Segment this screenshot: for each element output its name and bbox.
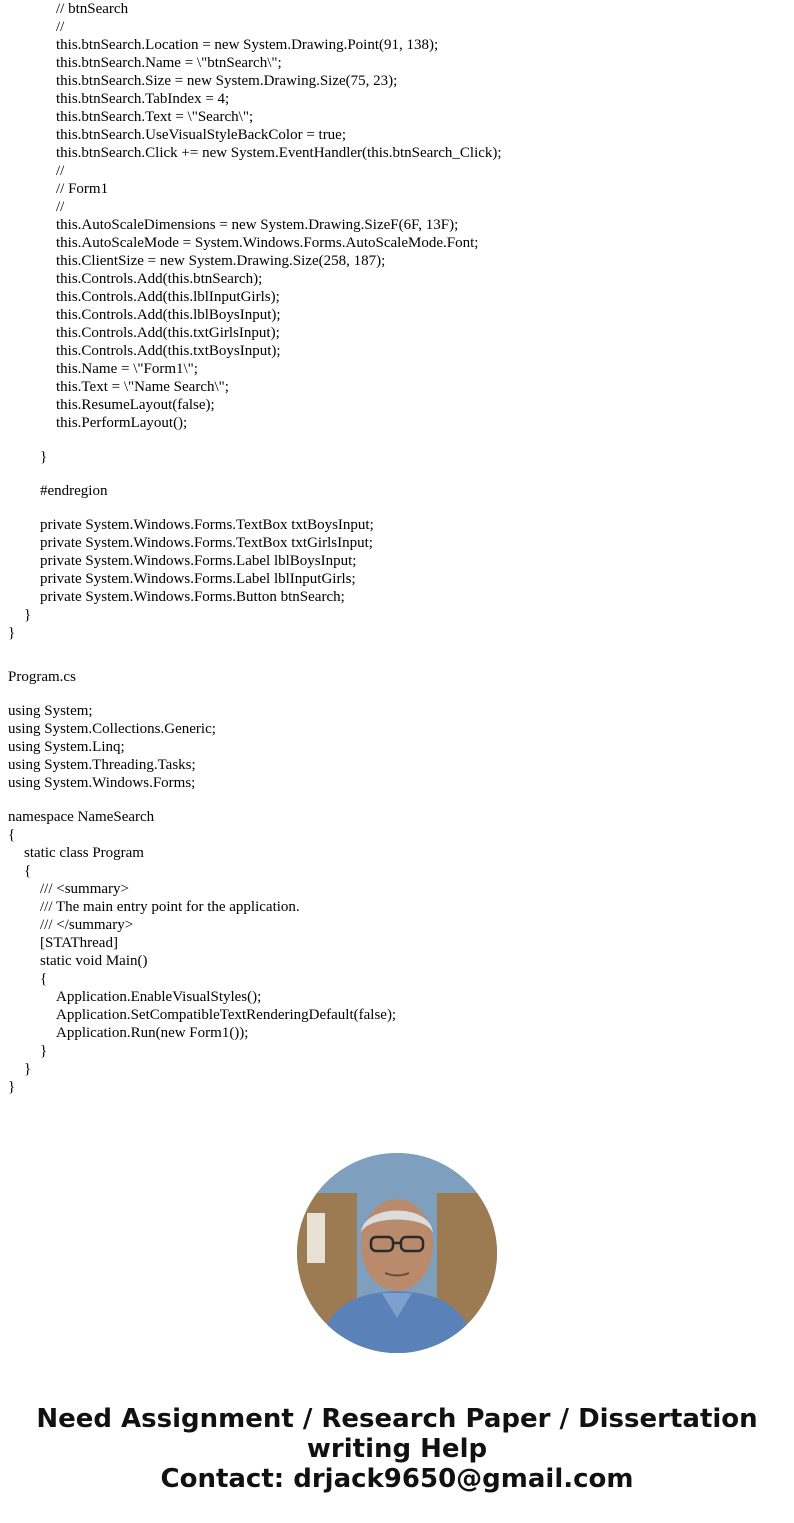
code-line: this.Controls.Add(this.txtBoysInput); [56,343,281,359]
promo-line-2: writing Help [306,1434,488,1464]
code-line: { [24,863,32,879]
code-line: this.Name = \"Form1\"; [56,361,198,377]
code-line: using System.Threading.Tasks; [8,757,196,773]
code-line: // [56,163,65,179]
code-line: this.btnSearch.Text = \"Search\"; [56,109,254,125]
code-line: Application.Run(new Form1()); [56,1025,249,1041]
person-photo-icon [297,1153,497,1353]
author-avatar [297,1153,497,1353]
code-line: this.AutoScaleDimensions = new System.Drawing.SizeF(6F, 13F); [56,217,459,233]
code-line: private System.Windows.Forms.Button btnSearch; [40,589,345,605]
code-line: // [56,199,65,215]
blank-line [0,466,794,482]
code-block-program [0,702,794,1096]
code-line: this.Controls.Add(this.lblInputGirls); [56,289,280,305]
code-line: this.btnSearch.TabIndex = 4; [56,91,230,107]
code-line: // Form1 [56,181,109,197]
code-line: this.btnSearch.Location = new System.Drawing.Point(91, 138); [56,37,439,53]
code-line: /// <summary> [40,881,129,897]
code-line: this.ResumeLayout(false); [56,397,215,413]
code-line: { [8,827,16,843]
code-line: static void Main() [40,953,148,969]
code-line: Application.SetCompatibleTextRenderingDefault(false); [56,1007,397,1023]
code-line: this.btnSearch.Name = \"btnSearch\"; [56,55,282,71]
code-line: // [56,19,65,35]
code-line: this.AutoScaleMode = System.Windows.Forms.AutoScaleMode.Font; [56,235,479,251]
code-line: this.btnSearch.Click += new System.EventHandler(this.btnSearch_Click); [56,145,502,161]
promo-banner [0,1404,794,1494]
code-line: { [40,971,48,987]
code-line: this.btnSearch.UseVisualStyleBackColor = true; [56,127,347,143]
code-line: #endregion [40,483,108,499]
code-line: this.PerformLayout(); [56,415,188,431]
code-line: } [24,1061,32,1077]
blank-line [0,432,794,448]
code-line: using System; [8,703,93,719]
code-line: private System.Windows.Forms.Label lblBoysInput; [40,553,357,569]
code-line: using System.Linq; [8,739,125,755]
code-line: this.Text = \"Name Search\"; [56,379,229,395]
code-line: Application.EnableVisualStyles(); [56,989,262,1005]
code-line: } [8,1079,16,1095]
code-line: using System.Collections.Generic; [8,721,216,737]
code-block-designer [0,0,794,642]
code-line: /// </summary> [40,917,134,933]
blank-line [0,792,794,808]
code-line: this.Controls.Add(this.btnSearch); [56,271,263,287]
code-line: namespace NameSearch [8,809,155,825]
code-line: using System.Windows.Forms; [8,775,196,791]
code-line: this.Controls.Add(this.lblBoysInput); [56,307,281,323]
code-line: private System.Windows.Forms.TextBox txtBoysInput; [40,517,374,533]
blank-line [0,500,794,516]
code-line: } [40,449,48,465]
code-line: this.ClientSize = new System.Drawing.Size(258, 187); [56,253,386,269]
code-line: this.btnSearch.Size = new System.Drawing.Size(75, 23); [56,73,398,89]
promo-line-1: Need Assignment / Research Paper / Dissertation [36,1404,758,1434]
code-line: } [40,1043,48,1059]
code-line: /// The main entry point for the application. [40,899,300,915]
code-line: private System.Windows.Forms.Label lblInputGirls; [40,571,356,587]
code-line: // btnSearch [56,1,129,17]
code-line: } [8,625,16,641]
code-line: private System.Windows.Forms.TextBox txtGirlsInput; [40,535,373,551]
code-line: static class Program [24,845,144,861]
promo-contact: Contact: drjack9650@gmail.com [160,1464,634,1494]
code-line: [STAThread] [40,935,118,951]
code-line: this.Controls.Add(this.txtGirlsInput); [56,325,280,341]
code-line: } [24,607,32,623]
section-heading-program: Program.cs [8,669,76,685]
